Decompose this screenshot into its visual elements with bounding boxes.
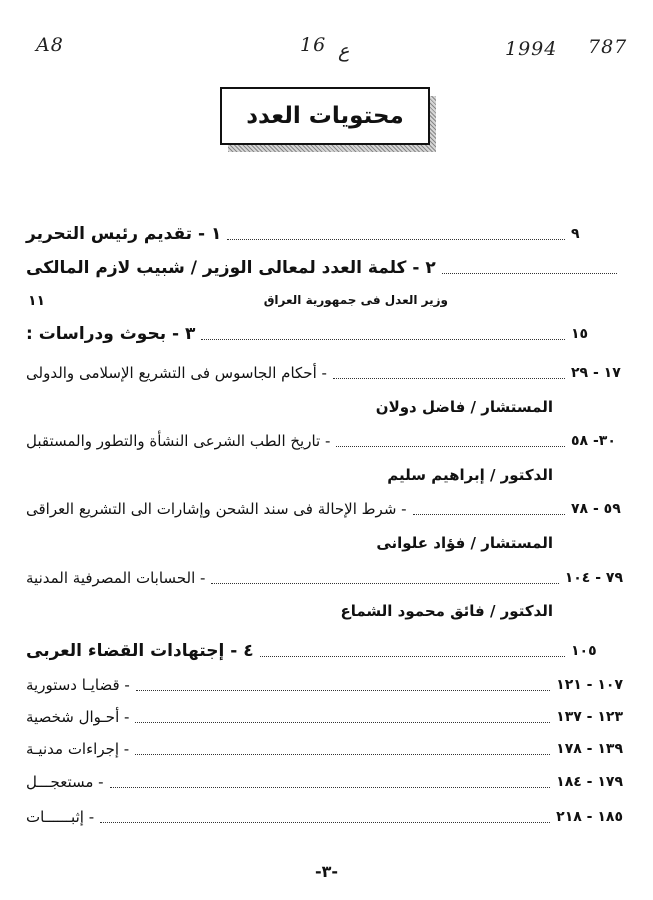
handwritten-letter: ع [338,40,350,62]
leader-dots [201,339,565,340]
leader-dots [136,690,550,691]
toc-entry-13 [26,806,623,828]
title-box [220,87,430,145]
author: المستشار / فؤاد علوانى [376,534,553,552]
toc-entry-title: ٣ - بحوث ودراسات : [26,324,196,344]
leader-dots [413,514,565,515]
leader-dots [135,754,550,755]
toc-entry-page: ١٣٩ - ١٧٨ [556,741,623,757]
leader-dots [135,722,550,723]
leader-dots [336,446,565,447]
author: الدكتور / إبراهيم سليم [387,466,553,484]
toc-entry-title: - شرط الإحالة فى سند الشحن وإشارات الى التشريع العراقى [26,500,407,518]
toc-entry-5 [26,430,623,452]
toc-entry-title: - قضايـا دستورية [26,676,130,694]
toc-entry-page: ١٧٩ - ١٨٤ [556,774,623,790]
toc-entry-7 [26,567,623,589]
toc-entry-title: - مستعجـــل [26,773,104,791]
leader-dots [100,822,550,823]
handwritten-number: 16 [300,34,327,56]
toc-entry-page: ٣٠- ٥٨ [571,433,616,449]
toc-entry-title: - إثبــــــات [26,808,95,826]
leader-dots [260,656,565,657]
toc-entry-10 [26,706,623,728]
toc-entry-9 [26,674,623,696]
toc-entry-page: ٥٩ - ٧٨ [571,501,621,517]
handwritten-code: 787 [588,36,628,58]
minister-note: وزير العدل فى جمهورية العراق [263,293,448,307]
toc-entry-page: ٩ [571,226,580,242]
page-number: -٣- [314,862,339,881]
leader-dots [211,583,558,584]
toc-entry-page: ٧٩ - ١٠٤ [564,570,623,586]
toc-entry-3 [26,323,623,345]
toc-entry-page: ١٨٥ - ٢١٨ [556,809,623,825]
toc-entry-6 [26,498,623,520]
author: الدكتور / فائق محمود الشماع [340,602,553,620]
toc-entry-title: - أحكام الجاسوس فى التشريع الإسلامى والدولى [26,364,327,382]
handwritten-mark: A8 [36,34,64,56]
toc-entry-title: ١ - تقديم رئيس التحرير [26,224,222,244]
toc-entry-page: ١٠٧ - ١٢١ [556,677,623,693]
toc-entry-4 [26,362,623,384]
leader-dots [110,787,551,788]
toc-entry-title: - إجراءات مدنيـة [26,740,130,758]
toc-entry-page: ١٥ [571,326,589,342]
toc-entry-page: ١٠٥ [571,643,597,659]
toc-entry-page: ١٧ - ٢٩ [571,365,621,381]
toc-entry-title: ٢ - كلمة العدد لمعالى الوزير / شبيب لازم المالكى [26,258,436,278]
page-title: محتويات العدد [246,103,404,129]
minister-note-page: ١١ [28,293,46,309]
toc-entry-2 [26,257,623,279]
toc-entry-1 [26,223,623,245]
toc-entry-8 [26,640,623,662]
leader-dots [442,273,617,274]
handwritten-year: 1994 [505,38,558,60]
toc-entry-title: ٤ - إجتهادات القضاء العربى [26,641,254,661]
leader-dots [227,239,565,240]
toc-entry-11 [26,738,623,760]
toc-entry-title: - تاريخ الطب الشرعى النشأة والتطور والمستقبل [26,432,331,450]
toc-entry-12 [26,771,623,793]
toc-entry-title: - أحـوال شخصية [26,708,130,726]
toc-entry-page: ١٢٣ - ١٣٧ [556,709,623,725]
toc-entry-title: - الحسابات المصرفية المدنية [26,569,206,587]
leader-dots [333,378,565,379]
author: المستشار / فاضل دولان [375,398,553,416]
